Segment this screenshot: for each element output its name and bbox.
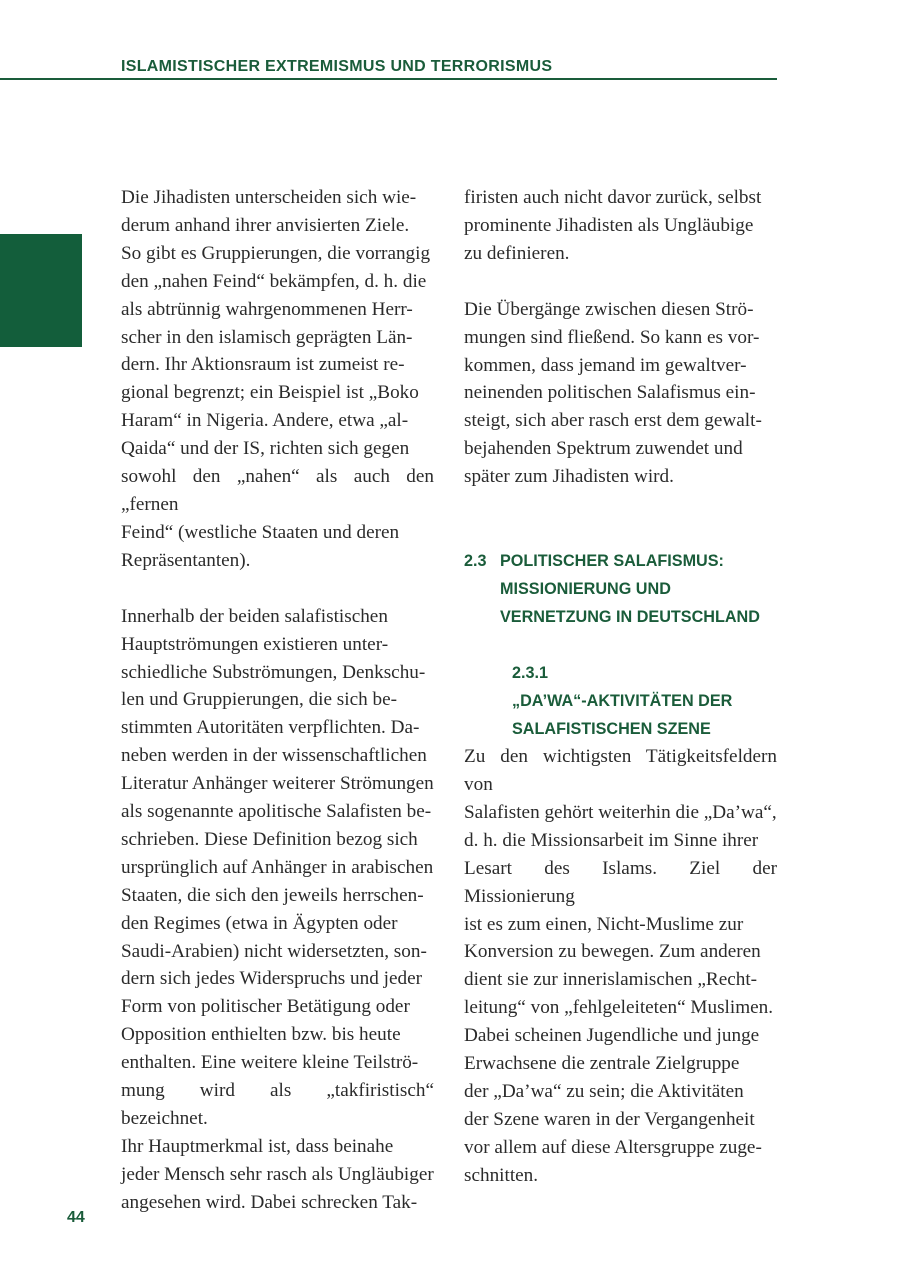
page-number: 44 <box>67 1209 85 1226</box>
body-paragraph: Die Übergänge zwischen diesen Strö- mungen sind fließend. So kann es vor- kommen, dass jemand im gewaltver- neinenden politischen Salafismus ein- steigt, sich aber rasch erst dem gewalt- bejahenden Spektrum zuwendet und später zum Jihadisten wird. <box>464 298 762 488</box>
left-column <box>121 184 434 1217</box>
body-paragraph: Innerhalb der beiden salafistischen Hauptströmungen existieren unter- schiedliche Subströmungen, Denkschu- len und Gruppierungen, die sich be- stimmten Autoritäten verpflichten. Da- neben werden in der wissenschaftlichen Literatur Anhänger weiterer Strömungen als sogenannte apolitische Salafisten be- schrieben. Diese Definition bezog sich ursprünglich auf Anhänger in arabischen Staaten, die sich den jeweils herrschen- den Regimes (etwa in Ägypten oder Saudi-Arabien) nicht widersetzten, son- dern sich jedes Widerspruchs und jeder Form von politischer Betätigung oder Opposition enthielten bzw. bis heute enthalten. Eine weitere kleine Teilströ- mung wird als „takfiristisch“ bezeichnet. Ihr Hauptmerkmal ist, dass beinahe jeder Mensch sehr rasch als Ungläubiger angesehen wird. Dabei schrecken Tak- <box>121 605 434 1213</box>
body-paragraph: Zu den wichtigsten Tätigkeitsfeldern von Salafisten gehört weiterhin die „Da’wa“, d. h. die Missionsarbeit im Sinne ihrer Lesart des Islams. Ziel der Missionierung ist es zum einen, Nicht-Muslime zur Konversion zu bewegen. Zum anderen dient sie zur innerislamischen „Recht- leitung“ von „fehlgeleiteten“ Muslimen. Dabei scheinen Jugendliche und junge Erwachsene die zentrale Zielgruppe der „Da’wa“ zu sein; die Aktivitäten der Szene waren in der Vergangenheit vor allem auf diese Altersgruppe zuge- schnitten. <box>464 746 777 1186</box>
running-header-title: ISLAMISTISCHER EXTREMISMUS UND TERRORISMUS <box>121 58 553 75</box>
body-paragraph: firisten auch nicht davor zurück, selbst prominente Jihadisten als Ungläubige zu definieren. <box>464 187 762 264</box>
section-heading <box>464 547 777 631</box>
right-column <box>464 184 777 1190</box>
chapter-side-tab <box>0 234 82 347</box>
subsection-number: 2.3.1 <box>512 664 549 683</box>
section-title: POLITISCHER SALAFISMUS: MISSIONIERUNG UND VERNETZUNG IN DEUTSCHLAND <box>500 552 760 627</box>
header-rule <box>0 78 777 80</box>
section-number: 2.3 <box>464 552 487 571</box>
subsection-heading <box>464 659 777 743</box>
body-paragraph: Die Jihadisten unterscheiden sich wie- derum anhand ihrer anvisierten Ziele. So gibt es Gruppierungen, die vorrangig den „nahen Feind“ bekämpfen, d. h. die als abtrünnig wahrgenommenen Herr- scher in den islamisch geprägten Län- dern. Ihr Aktionsraum ist zumeist re- gional begrenzt; ein Beispiel ist „Boko Haram“ in Nigeria. Andere, etwa „al- Qaida“ und der IS, richten sich gegen sowohl den „nahen“ als auch den „fernen Feind“ (westliche Staaten und deren Repräsentanten). <box>121 187 434 571</box>
subsection-title: „DA’WA“-AKTIVITÄTEN DER SALAFISTISCHEN SZENE <box>512 692 733 739</box>
